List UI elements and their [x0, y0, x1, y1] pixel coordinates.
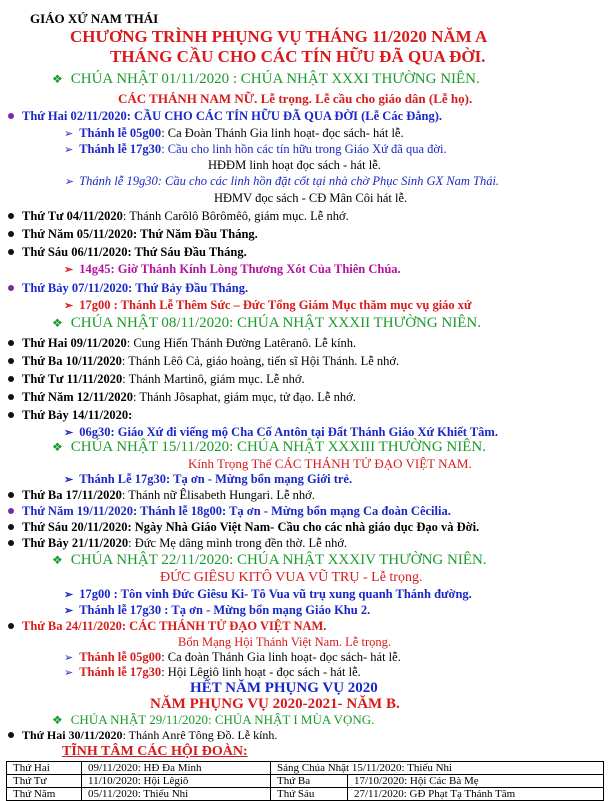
day-text: : Thánh Anrê Tông Đồ. Lễ kính. [122, 728, 278, 742]
bullet-icon [8, 285, 14, 291]
day-text: : Đức Mẹ dâng mình trong đền thờ. Lễ nhớ. [128, 536, 348, 550]
day-text: : Thánh lễ 18g00: Tạ ơn - Mừng bổn mạng Ca đoàn Cêcilia. [133, 504, 451, 518]
wednesday-04-row [8, 210, 349, 223]
day-text: : Thứ Bảy Đầu Tháng. [128, 281, 249, 295]
bullet-icon [8, 524, 14, 530]
page-title: CHƯƠNG TRÌNH PHỤNG VỤ THÁNG 11/2020 NĂM A [70, 27, 488, 46]
day-sub-text: 14g45: Giờ Thánh Kính Lòng Thương Xót Của Thiên Chúa. [79, 262, 401, 276]
day-text: : Thứ Năm Đầu Tháng. [133, 227, 258, 241]
retreat-cell: 09/11/2020: HĐ Đa Minh [82, 762, 271, 775]
arrow-bullet-icon: ➢ [64, 427, 74, 439]
retreat-table [6, 761, 604, 801]
sunday-15-row [52, 440, 486, 455]
sunday-22-row [52, 553, 487, 568]
day-label: Thứ Tư 11/11/2020 [22, 372, 123, 386]
retreat-cell: Thứ Tư [7, 775, 82, 788]
bullet-icon [8, 249, 14, 255]
day-text: : Thứ Sáu Đầu Tháng. [127, 245, 247, 259]
saturday-21-row [8, 537, 347, 550]
day-text: : Thánh nữ Êlisabeth Hungari. Lễ nhớ. [121, 488, 315, 502]
thursday-12-row [8, 391, 356, 404]
tuesday-24-mass-2 [64, 666, 361, 679]
retreat-title: TĨNH TÂM CÁC HỘI ĐOÀN: [62, 744, 248, 759]
arrow-bullet-icon: ➢ [64, 144, 74, 156]
sunday-15-text: CHÚA NHẬT 15/11/2020: CHÚA NHẬT XXXIII THƯỜNG NIÊN. [70, 439, 487, 455]
arrow-bullet-icon: ➢ [64, 474, 74, 486]
day-text: : Thánh Jôsaphat, giám mục, tử đạo. Lễ nhớ. [133, 390, 356, 404]
sunday-29-row [52, 713, 374, 726]
sunday-15-mass [64, 473, 352, 486]
bullet-icon [8, 412, 14, 418]
diamond-bullet-icon: ❖ [52, 72, 63, 86]
day-sub-text: 06g30: Giáo Xứ đi viếng mộ Cha Cố Antôn tại Đất Thánh Giáo Xứ Khiết Tâm. [79, 425, 498, 439]
arrow-bullet-icon: ➢ [64, 667, 74, 679]
arrow-bullet-icon: ➢ [64, 300, 74, 312]
monday-02-label: Thứ Hai 02/11/2020: [22, 109, 131, 123]
diamond-bullet-icon: ❖ [52, 713, 63, 727]
retreat-cell: Sáng Chúa Nhật 15/11/2020: Thiếu Nhi [271, 762, 604, 775]
thursday-19-row [8, 505, 451, 518]
retreat-cell: Thứ Năm [7, 788, 82, 801]
day-label: Thứ Hai 30/11/2020 [22, 728, 123, 742]
mass-label: Thánh lễ 05g00 [79, 650, 162, 664]
monday-02-mass-2-note: HĐĐM linh hoạt đọc sách - hát lễ. [208, 158, 381, 172]
day-label: Thứ Bảy 21/11/2020 [22, 536, 129, 550]
mass-text: 17g00 : Tôn vinh Đức Giêsu Ki- Tô Vua vũ trụ xung quanh Thánh đường. [79, 587, 472, 601]
monday-02-mass-1 [64, 127, 404, 140]
monday-02-mass-3 [64, 175, 499, 188]
monday-02-mass-3-note: HĐMV đọc sách - CĐ Mân Côi hát lễ. [214, 191, 408, 205]
sunday-08-text: CHÚA NHẬT 08/11/2020: CHÚA NHẬT XXXII THƯỜNG NIÊN. [70, 315, 482, 331]
bullet-icon [8, 113, 14, 119]
arrow-bullet-icon: ➢ [64, 652, 74, 664]
sunday-22-mass-2 [64, 604, 370, 617]
day-label: Thứ Năm 05/11/2020 [22, 227, 133, 241]
sunday-01-row [52, 72, 480, 87]
tuesday-10-row [8, 355, 399, 368]
bullet-icon [8, 231, 14, 237]
wednesday-11-row [8, 373, 305, 386]
sunday-22-mass-1 [64, 588, 472, 601]
mass-label: Thánh lễ 17g30 [79, 665, 162, 679]
day-label: Thứ Bảy 07/11/2020 [22, 281, 129, 295]
parish-name: GIÁO XỨ NAM THÁI [30, 11, 159, 26]
retreat-row [7, 788, 604, 801]
mass-text: Thánh lễ 17g30 : Tạ ơn - Mừng bổn mạng Giáo Khu 2. [79, 603, 371, 617]
monday-02-mass-2 [64, 143, 447, 156]
day-label: Thứ Sáu 20/11/2020 [22, 520, 128, 534]
sunday-22-text: CHÚA NHẬT 22/11/2020: CHÚA NHẬT XXXIV THƯỜNG NIÊN. [70, 552, 487, 568]
day-label: Thứ Hai 09/11/2020 [22, 336, 127, 350]
saturday-07-row [8, 282, 248, 295]
retreat-row [7, 775, 604, 788]
day-label: Thứ Ba 24/11/2020: CÁC THÁNH TỬ ĐẠO VIỆT NAM. [22, 619, 327, 633]
saturday-14-row [8, 409, 132, 422]
bullet-icon [8, 340, 14, 346]
sunday-08-row [52, 316, 481, 331]
mass-text: : Ca Đoàn Thánh Gia linh hoạt- đọc sách- hát lễ. [161, 126, 404, 140]
mass-text: : Hội Lêgiô linh hoạt - đọc sách - hát lễ. [161, 665, 361, 679]
retreat-cell: Thứ Ba [271, 775, 348, 788]
retreat-row [7, 762, 604, 775]
page-subtitle: THÁNG CẦU CHO CÁC TÍN HỮU ĐÃ QUA ĐỜI. [110, 47, 486, 66]
day-label: Thứ Ba 10/11/2020 [22, 354, 122, 368]
day-label: Thứ Năm 19/11/2020 [22, 504, 133, 518]
mass-label: Thánh lễ 17g30 [79, 142, 162, 156]
bullet-icon [8, 508, 14, 514]
monday-02-row [8, 110, 442, 123]
sunday-15-feast: Kính Trọng Thể CÁC THÁNH TỬ ĐẠO VIỆT NAM. [188, 456, 472, 471]
christ-the-king-line: ĐỨC GIÊSU KITÔ VUA VŨ TRỤ - Lễ trọng. [160, 570, 423, 585]
diamond-bullet-icon: ❖ [52, 553, 63, 567]
tuesday-24-row [8, 620, 326, 633]
mass-text: Thánh Lễ 17g30: Tạ ơn - Mừng bổn mạng Giới trẻ. [79, 472, 353, 486]
day-label: Thứ Sáu 06/11/2020 [22, 245, 128, 259]
retreat-cell: Thứ Hai [7, 762, 82, 775]
mass-label: Thánh lễ 05g00 [79, 126, 162, 140]
monday-09-row [8, 337, 356, 350]
diamond-bullet-icon: ❖ [52, 440, 63, 454]
friday-20-row [8, 521, 479, 534]
all-saints-line: CÁC THÁNH NAM NỮ. Lễ trọng. Lễ cầu cho giáo dân (Lễ họ). [118, 91, 473, 106]
bullet-icon [8, 623, 14, 629]
bullet-icon [8, 540, 14, 546]
day-text: : Ngày Nhà Giáo Việt Nam- Cầu cho các nhà giáo dục Đạo và Đời. [127, 520, 480, 534]
monday-02-text: CẦU CHO CÁC TÍN HỮU ĐÃ QUA ĐỜI (Lễ Các Đẳng). [130, 109, 443, 123]
day-label: Thứ Năm 12/11/2020 [22, 390, 133, 404]
monday-30-row [8, 729, 277, 741]
diamond-bullet-icon: ❖ [52, 316, 63, 330]
friday-06-row [8, 246, 247, 259]
bullet-icon [8, 213, 14, 219]
day-label: Thứ Tư 04/11/2020 [22, 209, 123, 223]
day-text: : Thánh Lêô Cả, giáo hoàng, tiến sĩ Hội Thánh. Lễ nhớ. [121, 354, 400, 368]
new-year-line: NĂM PHỤNG VỤ 2020-2021- NĂM B. [150, 696, 400, 712]
mass-text: : Cầu cho linh hồn các tín hữu trong Giáo Xứ đã qua đời. [161, 142, 447, 156]
thursday-05-row [8, 228, 258, 241]
arrow-bullet-icon: ➢ [64, 605, 74, 617]
retreat-cell: 27/11/2020: GĐ Phạt Tạ Thánh Tâm [348, 788, 604, 801]
tuesday-17-row [8, 489, 315, 502]
day-label: Thứ Ba 17/11/2020 [22, 488, 122, 502]
bullet-icon [8, 376, 14, 382]
day-text: : Thánh Martinô, giám mục. Lễ nhớ. [122, 372, 305, 386]
day-label: Thứ Bảy 14/11/2020: [22, 408, 133, 422]
day-text: : Thánh Carôlô Bôrômêô, giám mục. Lễ nhớ. [122, 209, 349, 223]
arrow-bullet-icon: ➢ [64, 128, 74, 140]
arrow-bullet-icon: ➢ [64, 264, 74, 276]
bullet-icon [8, 394, 14, 400]
bullet-icon [8, 492, 14, 498]
sunday-01-text: CHÚA NHẬT 01/11/2020 : CHÚA NHẬT XXXI THƯỜNG NIÊN. [70, 71, 480, 87]
end-of-year-line: HẾT NĂM PHỤNG VỤ 2020 [190, 680, 378, 696]
sunday-29-text: CHÚA NHẬT 29/11/2020: CHÚA NHẬT I MÙA VỌNG. [70, 712, 375, 727]
saturday-14-sub [64, 426, 498, 439]
tuesday-24-mass-1 [64, 651, 401, 664]
day-text: : Cung Hiến Thánh Đường Latêranô. Lễ kính. [126, 336, 357, 350]
saturday-07-sub [64, 299, 472, 312]
retreat-cell: 11/10/2020: Hội Lêgiô [82, 775, 271, 788]
mass-text: Thánh lễ 19g30: Cầu cho các linh hồn đặt cốt tại nhà chờ Phục Sinh GX Nam Thái. [79, 174, 500, 188]
day-sub-text: 17g00 : Thánh Lễ Thêm Sức – Đức Tổng Giám Mục thăm mục vụ giáo xứ [79, 298, 472, 312]
friday-06-sub [64, 263, 401, 276]
retreat-cell: 05/11/2020: Thiếu Nhi [82, 788, 271, 801]
retreat-cell: 17/10/2020: Hội Các Bà Mẹ [348, 775, 604, 788]
bullet-icon [8, 732, 14, 738]
arrow-bullet-icon: ➢ [64, 589, 74, 601]
retreat-cell: Thứ Sáu [271, 788, 348, 801]
tuesday-24-sub: Bổn Mạng Hội Thánh Việt Nam. Lễ trọng. [178, 635, 391, 649]
arrow-bullet-icon: ➢ [64, 176, 74, 188]
mass-text: : Ca đoàn Thánh Gia linh hoạt- đọc sách- hát lễ. [161, 650, 401, 664]
bullet-icon [8, 358, 14, 364]
